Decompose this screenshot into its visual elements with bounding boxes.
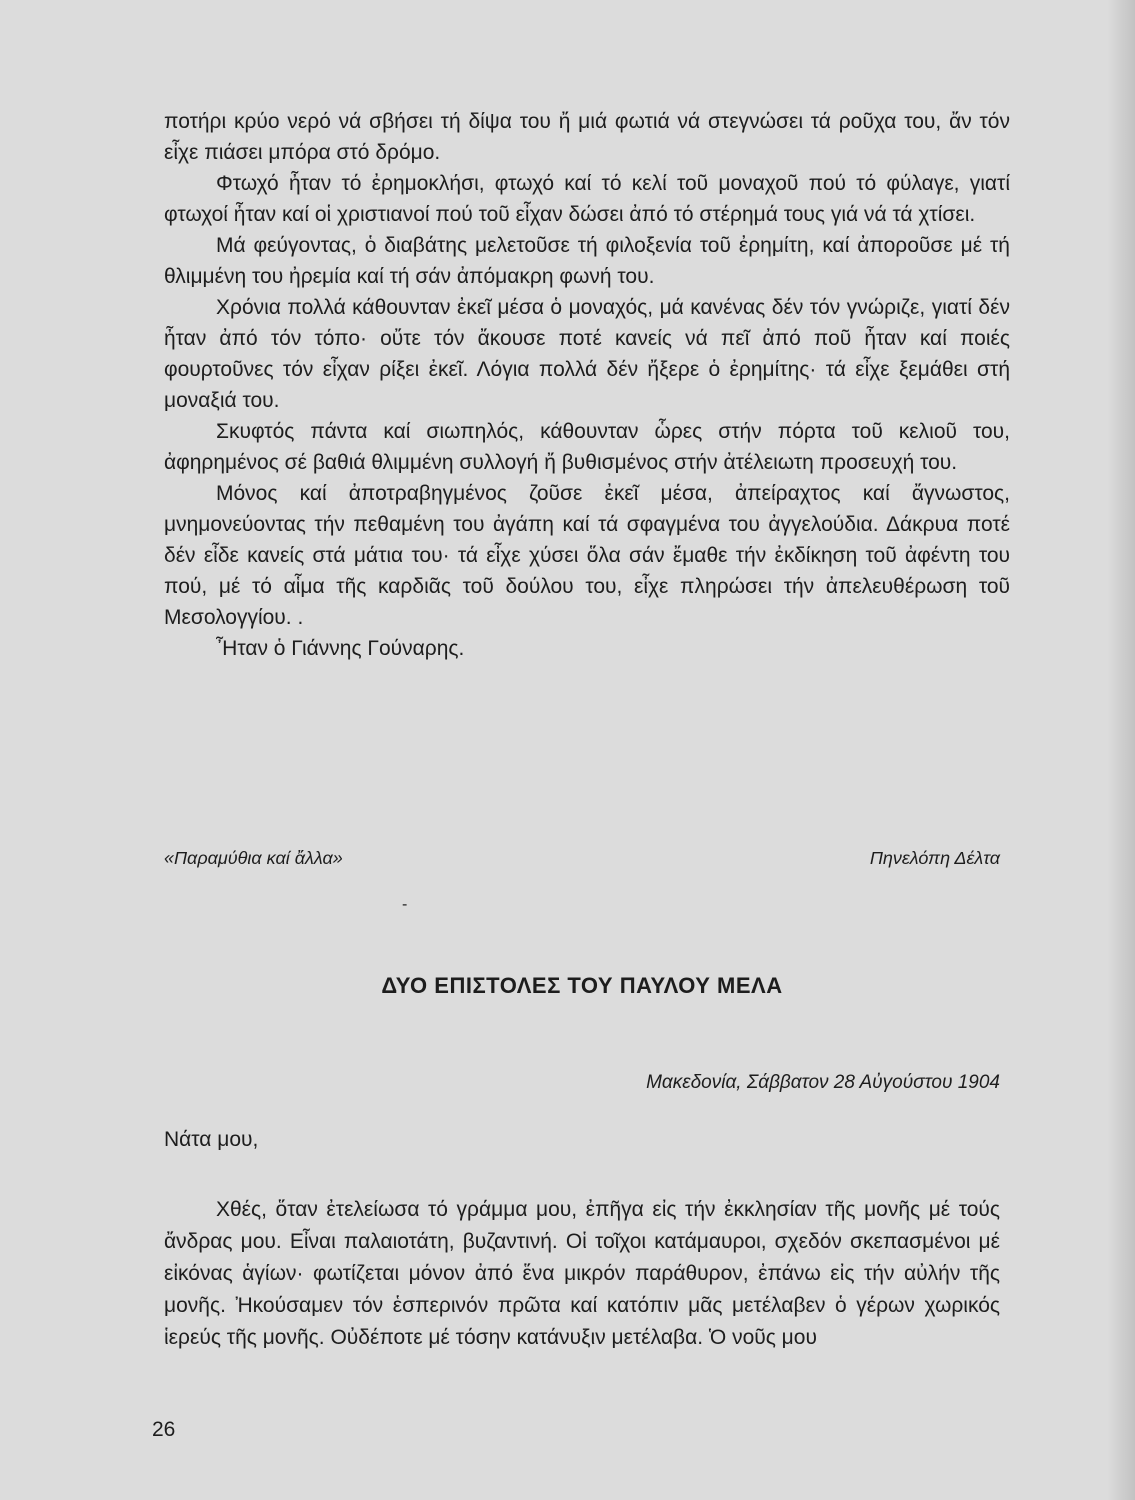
page-edge-shadow	[1107, 0, 1135, 1500]
section-separator: -	[402, 896, 408, 913]
letter-paragraph: Χθές, ὅταν ἐτελείωσα τό γράμμα μου, ἐπῆγα εἰς τήν ἐκκλησίαν τῆς μονῆς μέ τούς ἄνδρας μου. Εἶναι παλαιοτάτη, βυζαντινή. Οἱ τοῖχοι κατάμαυροι, σχεδόν σκεπασμένοι μέ εἰκόνας ἁγίων· φωτίζεται μόνον ἀπό ἕνα μικρόν παράθυρον, ἐπάνω εἰς τήν αὐλήν τῆς μονῆς. Ἠκούσαμεν τόν ἑσπερινόν πρῶτα καί κατόπιν μᾶς μετέλαβεν ὁ γέρων χωρικός ἱερεύς τῆς μονῆς. Οὐδέποτε μέ τόσην κατάνυξιν μετέλαβα. Ὁ νοῦς μου	[164, 1198, 1000, 1349]
letter-body	[164, 1194, 1000, 1354]
story-paragraph: Μά φεύγοντας, ὁ διαβάτης μελετοῦσε τή φιλοξενία τοῦ ἐρημίτη, καί ἀποροῦσε μέ τή θλιμμένη του ἠρεμία καί τή σάν ἀπόμακρη φωνή του.	[164, 234, 1010, 288]
attribution-source: «Παραμύθια καί ἄλλα»	[164, 848, 343, 868]
attribution-line	[164, 848, 1000, 869]
story-paragraph: Χρόνια πολλά κάθουνταν ἐκεῖ μέσα ὁ μοναχός, μά κανένας δέν τόν γνώριζε, γιατί δέν ἦταν ἀπό τόν τόπο· οὔτε τόν ἄκουσε ποτέ κανείς νά πεῖ ἀπό ποῦ ἦταν καί ποιές φουρτοῦνες τόν εἶχαν ρίξει ἐκεῖ. Λόγια πολλά δέν ἤξερε ὁ ἐρημίτης· τά εἶχε ξεμάθει στή μοναξιά του.	[164, 296, 1010, 412]
attribution-author: Πηνελόπη Δέλτα	[869, 848, 1000, 868]
story-paragraph: Μόνος καί ἀποτραβηγμένος ζοῦσε ἐκεῖ μέσα, ἀπείραχτος καί ἄγνωστος, μνημονεύοντας τήν πεθαμένη του ἀγάπη καί τά σφαγμένα του ἀγγελούδια. Δάκρυα ποτέ δέν εἶδε κανείς στά μάτια του· τά εἶχε χύσει ὅλα σάν ἔμαθε τήν ἐκδίκηση τοῦ ἀφέντη του πού, μέ τό αἷμα τῆς καρδιᾶς τοῦ δούλου του, εἶχε πληρώσει τήν ἀπελευθέρωση τοῦ Μεσολογγίου. .	[164, 482, 1010, 629]
story-text	[164, 106, 1010, 664]
page-number: 26	[152, 1418, 176, 1441]
letter-place-date: Μακεδονία, Σάββατον 28 Αὐγούστου 1904	[646, 1072, 1000, 1093]
letter-salutation: Νάτα μου,	[164, 1128, 259, 1151]
section-heading: ΔΥΟ ΕΠΙΣΤΟΛΕΣ ΤΟΥ ΠΑΥΛΟΥ ΜΕΛΑ	[381, 973, 783, 998]
story-paragraph: Ἦταν ὁ Γιάννης Γούναρης.	[216, 637, 465, 660]
story-paragraph: Φτωχό ἦταν τό ἐρημοκλήσι, φτωχό καί τό κελί τοῦ μοναχοῦ πού τό φύλαγε, γιατί φτωχοί ἦταν καί οἱ χριστιανοί πού τοῦ εἶχαν δώσει ἀπό τό στέρημά τους γιά νά τά χτίσει.	[164, 172, 1010, 226]
story-paragraph: ποτήρι κρύο νερό νά σβήσει τή δίψα του ἤ μιά φωτιά νά στεγνώσει τά ροῦχα του, ἄν τόν εἶχε πιάσει μπόρα στό δρόμο.	[164, 110, 1010, 164]
story-paragraph: Σκυφτός πάντα καί σιωπηλός, κάθουνταν ὧρες στήν πόρτα τοῦ κελιοῦ του, ἀφηρημένος σέ βαθιά θλιμμένη συλλογή ἤ βυθισμένος στήν ἀτέλειωτη προσευχή του.	[164, 420, 1010, 474]
